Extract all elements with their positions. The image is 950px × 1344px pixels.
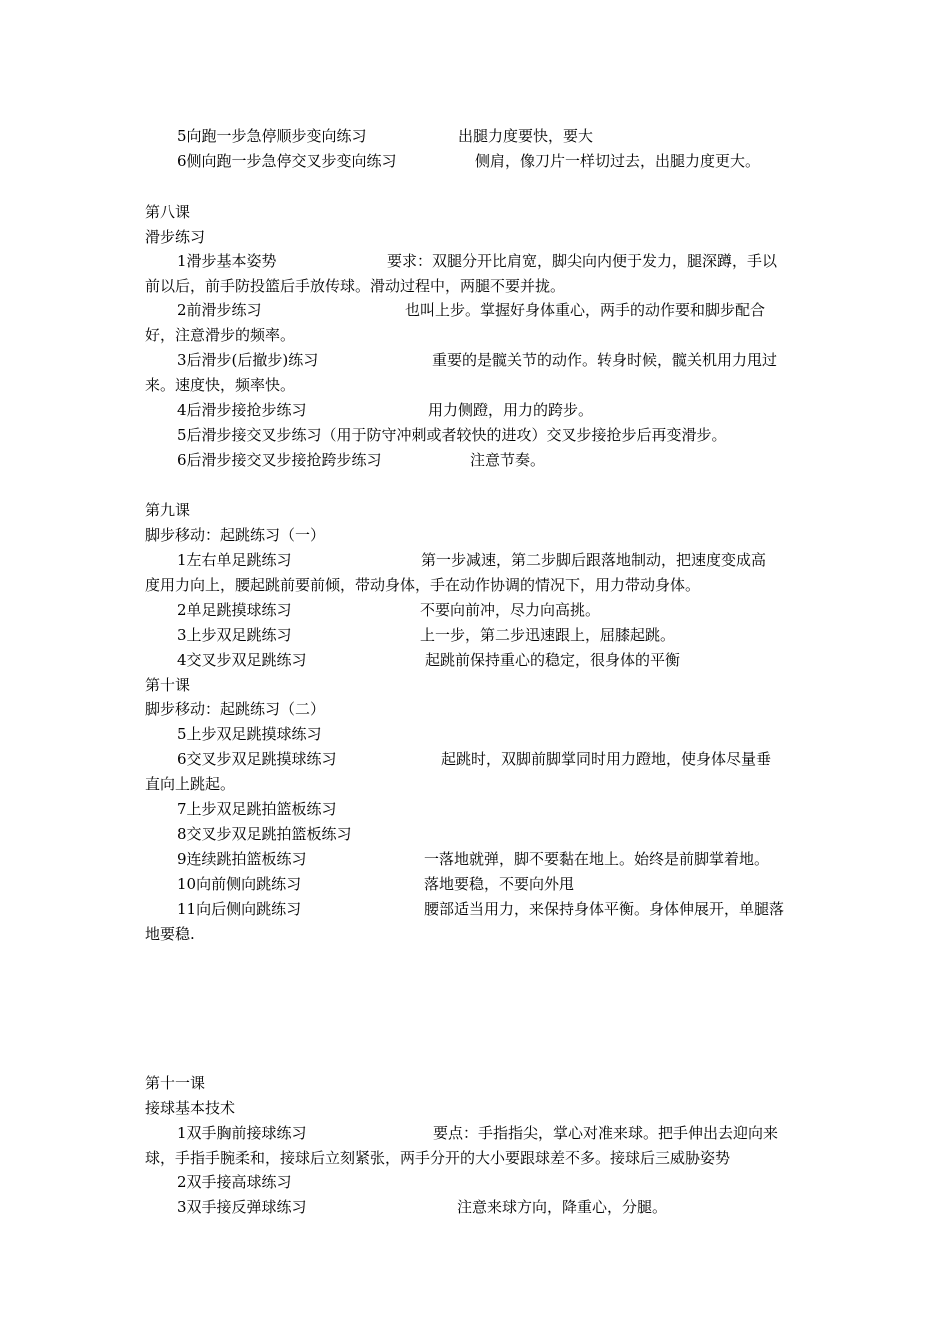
list-item bbox=[177, 650, 307, 670]
item-description: 注意节奏。 bbox=[470, 451, 546, 469]
item-number: 3 bbox=[177, 626, 187, 644]
item-description: 出腿力度要快，要大 bbox=[458, 127, 594, 145]
item-name: 向跑一步急停顺步变向练习 bbox=[186, 127, 367, 145]
item-name: 后滑步接交叉步练习（用于防守冲刺或者较快的进攻）交叉步接抢步后再变滑步。 bbox=[186, 426, 727, 444]
lesson-subtitle: 滑步练习 bbox=[145, 228, 206, 246]
item-number: 8 bbox=[177, 825, 187, 843]
list-item bbox=[177, 849, 307, 869]
list-item bbox=[177, 400, 307, 420]
lesson-title: 第八课 bbox=[145, 203, 191, 221]
item-number: 9 bbox=[177, 850, 187, 868]
item-number: 5 bbox=[177, 426, 187, 444]
lesson-title: 第十课 bbox=[145, 676, 191, 694]
item-name: 连续跳拍篮板练习 bbox=[186, 850, 307, 868]
item-name: 后滑步(后撤步)练习 bbox=[186, 351, 319, 369]
item-number: 11 bbox=[177, 900, 197, 918]
list-item bbox=[177, 151, 397, 171]
item-number: 4 bbox=[177, 651, 187, 669]
item-number: 2 bbox=[177, 601, 187, 619]
item-description: 侧肩，像刀片一样切过去，出腿力度更大。 bbox=[475, 152, 761, 170]
list-item bbox=[177, 126, 367, 146]
list-item bbox=[177, 824, 352, 844]
list-item bbox=[177, 874, 301, 894]
item-continuation: 来。速度快，频率快。 bbox=[145, 376, 296, 394]
item-name: 后滑步接抢步练习 bbox=[186, 401, 307, 419]
item-number: 1 bbox=[177, 551, 187, 569]
item-description: 上一步，第二步迅速跟上，屈膝起跳。 bbox=[420, 626, 676, 644]
list-item bbox=[177, 724, 322, 744]
item-name: 向前侧向跳练习 bbox=[196, 875, 302, 893]
item-description: 用力侧蹬，用力的跨步。 bbox=[428, 401, 594, 419]
item-continuation: 直向上跳起。 bbox=[145, 775, 236, 793]
item-number: 1 bbox=[177, 1124, 187, 1142]
item-description: 注意来球方向，降重心，分腿。 bbox=[457, 1198, 668, 1216]
item-name: 滑步基本姿势 bbox=[186, 252, 277, 270]
item-description: 也叫上步。掌握好身体重心，两手的动作要和脚步配合 bbox=[405, 301, 766, 319]
list-item bbox=[177, 425, 727, 445]
list-item bbox=[177, 899, 301, 919]
list-item bbox=[177, 1123, 307, 1143]
lesson-subtitle: 脚步移动：起跳练习（一） bbox=[145, 526, 326, 544]
list-item bbox=[177, 625, 292, 645]
item-number: 10 bbox=[177, 875, 197, 893]
item-continuation: 前以后，前手防投篮后手放传球。滑动过程中，两腿不要并拢。 bbox=[145, 277, 566, 295]
item-description: 不要向前冲，尽力向高挑。 bbox=[420, 601, 601, 619]
item-name: 上步双足跳拍篮板练习 bbox=[186, 800, 337, 818]
list-item bbox=[177, 550, 292, 570]
item-description: 腰部适当用力，来保持身体平衡。身体伸展开，单腿落 bbox=[424, 900, 785, 918]
item-name: 双手接高球练习 bbox=[186, 1173, 292, 1191]
list-item bbox=[177, 450, 382, 470]
list-item bbox=[177, 799, 337, 819]
item-name: 交叉步双足跳摸球练习 bbox=[186, 750, 337, 768]
item-name: 双手胸前接球练习 bbox=[186, 1124, 307, 1142]
item-continuation: 度用力向上，腰起跳前要前倾，带动身体，手在动作协调的情况下，用力带动身体。 bbox=[145, 576, 701, 594]
item-name: 单足跳摸球练习 bbox=[186, 601, 292, 619]
item-name: 上步双足跳摸球练习 bbox=[186, 725, 322, 743]
list-item bbox=[177, 300, 262, 320]
item-name: 交叉步双足跳练习 bbox=[186, 651, 307, 669]
item-number: 6 bbox=[177, 451, 187, 469]
item-continuation: 地要稳. bbox=[145, 925, 195, 943]
item-description: 要点：手指指尖，掌心对准来球。把手伸出去迎向来 bbox=[433, 1124, 779, 1142]
item-number: 2 bbox=[177, 1173, 187, 1191]
list-item bbox=[177, 1197, 307, 1217]
item-description: 要求：双腿分开比肩宽，脚尖向内便于发力，腿深蹲，手以 bbox=[387, 252, 778, 270]
lesson-subtitle: 接球基本技术 bbox=[145, 1099, 236, 1117]
lesson-title: 第九课 bbox=[145, 501, 191, 519]
item-name: 后滑步接交叉步接抢跨步练习 bbox=[186, 451, 382, 469]
item-description: 一落地就弹，脚不要黏在地上。始终是前脚掌着地。 bbox=[424, 850, 770, 868]
item-name: 前滑步练习 bbox=[186, 301, 262, 319]
list-item bbox=[177, 600, 292, 620]
item-number: 7 bbox=[177, 800, 187, 818]
item-name: 侧向跑一步急停交叉步变向练习 bbox=[186, 152, 397, 170]
item-number: 3 bbox=[177, 351, 187, 369]
item-number: 2 bbox=[177, 301, 187, 319]
list-item bbox=[177, 749, 337, 769]
item-number: 1 bbox=[177, 252, 187, 270]
item-number: 4 bbox=[177, 401, 187, 419]
item-number: 5 bbox=[177, 127, 187, 145]
item-description: 起跳时，双脚前脚掌同时用力蹬地，使身体尽量垂 bbox=[441, 750, 772, 768]
item-description: 重要的是髋关节的动作。转身时候，髋关机用力甩过 bbox=[432, 351, 778, 369]
item-number: 6 bbox=[177, 750, 187, 768]
item-number: 3 bbox=[177, 1198, 187, 1216]
item-name: 上步双足跳练习 bbox=[186, 626, 292, 644]
item-continuation: 好，注意滑步的频率。 bbox=[145, 326, 296, 344]
item-continuation: 球，手指手腕柔和，接球后立刻紧张，两手分开的大小要跟球差不多。接球后三威胁姿势 bbox=[145, 1149, 731, 1167]
lesson-subtitle: 脚步移动：起跳练习（二） bbox=[145, 700, 326, 718]
item-number: 6 bbox=[177, 152, 187, 170]
item-number: 5 bbox=[177, 725, 187, 743]
list-item bbox=[177, 251, 277, 271]
lesson-title: 第十一课 bbox=[145, 1074, 206, 1092]
list-item bbox=[177, 1172, 292, 1192]
item-description: 第一步减速，第二步脚后跟落地制动，把速度变成高 bbox=[421, 551, 767, 569]
item-name: 向后侧向跳练习 bbox=[196, 900, 302, 918]
item-description: 落地要稳，不要向外甩 bbox=[424, 875, 575, 893]
item-name: 双手接反弹球练习 bbox=[186, 1198, 307, 1216]
item-name: 左右单足跳练习 bbox=[186, 551, 292, 569]
item-description: 起跳前保持重心的稳定，很身体的平衡 bbox=[425, 651, 681, 669]
item-name: 交叉步双足跳拍篮板练习 bbox=[186, 825, 352, 843]
list-item bbox=[177, 350, 318, 370]
